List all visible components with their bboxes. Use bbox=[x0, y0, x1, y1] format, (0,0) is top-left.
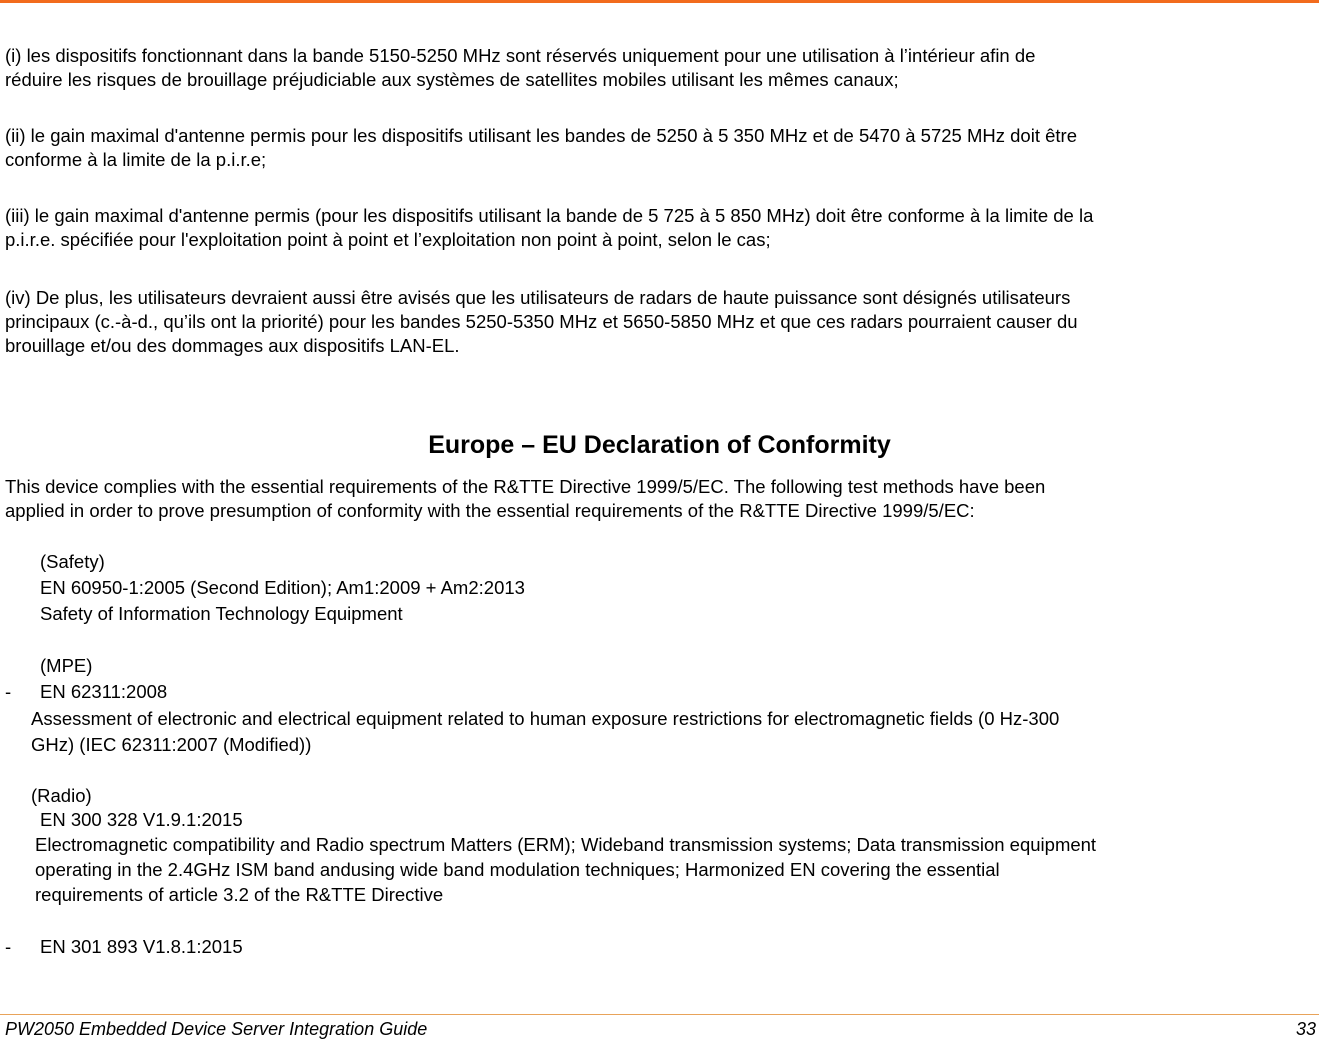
mpe-description-line: GHz) (IEC 62311:2007 (Modified)) bbox=[31, 734, 312, 755]
safety-label: (Safety) bbox=[40, 551, 105, 572]
list-dash: - bbox=[5, 936, 12, 957]
radio-standard: EN 300 328 V1.9.1:2015 bbox=[40, 809, 243, 830]
mpe-standard: EN 62311:2008 bbox=[40, 681, 168, 702]
footer-title: PW2050 Embedded Device Server Integration Guide bbox=[5, 1019, 428, 1039]
section-heading: Europe – EU Declaration of Conformity bbox=[428, 431, 891, 459]
text-line: brouillage et/ou des dommages aux dispositifs LAN-EL. bbox=[5, 335, 460, 356]
page-number: 33 bbox=[1295, 1019, 1316, 1039]
list-dash: - bbox=[5, 681, 12, 702]
radio-description-line: requirements of article 3.2 of the R&TTE Directive bbox=[35, 884, 444, 905]
safety-description: Safety of Information Technology Equipment bbox=[40, 603, 403, 624]
safety-standard: EN 60950-1:2005 (Second Edition); Am1:2009 + Am2:2013 bbox=[40, 577, 525, 598]
footer-rule bbox=[0, 1014, 1319, 1015]
paragraph-iv bbox=[5, 286, 1317, 358]
text-line: réduire les risques de brouillage préjudiciable aux systèmes de satellites mobiles utilisant les mêmes canaux; bbox=[5, 69, 899, 90]
radio-description-line: Electromagnetic compatibility and Radio spectrum Matters (ERM); Wideband transmission systems; Data transmission equipment bbox=[35, 834, 1097, 855]
paragraph-iii bbox=[5, 204, 1317, 252]
text-line: (i) les dispositifs fonctionnant dans la bande 5150-5250 MHz sont réservés uniquement pour une utilisation à l’intérieur afin de bbox=[5, 45, 1036, 66]
text-line: principaux (c.-à-d., qu’ils ont la priorité) pour les bandes 5250-5350 MHz et 5650-5850 MHz et que ces radars pourraient causer du bbox=[5, 311, 1078, 332]
text-line: This device complies with the essential requirements of the R&TTE Directive 1999/5/EC. The following test methods have been bbox=[5, 476, 1046, 497]
text-line: (ii) le gain maximal d'antenne permis pour les dispositifs utilisant les bandes de 5250 à 5 350 MHz et de 5470 à 5725 MHz doit être bbox=[5, 125, 1077, 146]
mpe-description-line: Assessment of electronic and electrical equipment related to human exposure restrictions for electromagnetic fields (0 Hz-300 bbox=[31, 708, 1060, 729]
text-line: (iii) le gain maximal d'antenne permis (pour les dispositifs utilisant la bande de 5 725 à 5 850 MHz) doit être conforme à la limite de la bbox=[5, 205, 1094, 226]
radio-description-line: operating in the 2.4GHz ISM band andusing wide band modulation techniques; Harmonized EN covering the essential bbox=[35, 859, 1000, 880]
eu-intro bbox=[5, 475, 1317, 523]
text-line: conforme à la limite de la p.i.r.e; bbox=[5, 149, 267, 170]
mpe-label: (MPE) bbox=[40, 655, 93, 676]
radio-label: (Radio) bbox=[31, 785, 92, 806]
paragraph-ii bbox=[5, 124, 1317, 172]
paragraph-i bbox=[5, 44, 1317, 92]
text-line: applied in order to prove presumption of conformity with the essential requirements of the R&TTE Directive 1999/5/EC: bbox=[5, 500, 975, 521]
radio-standard-2: EN 301 893 V1.8.1:2015 bbox=[40, 936, 243, 957]
header-rule bbox=[0, 0, 1319, 3]
text-line: p.i.r.e. spécifiée pour l'exploitation point à point et l’exploitation non point à point, selon le cas; bbox=[5, 229, 771, 250]
text-line: (iv) De plus, les utilisateurs devraient aussi être avisés que les utilisateurs de radars de haute puissance sont désignés utilisateurs bbox=[5, 287, 1071, 308]
